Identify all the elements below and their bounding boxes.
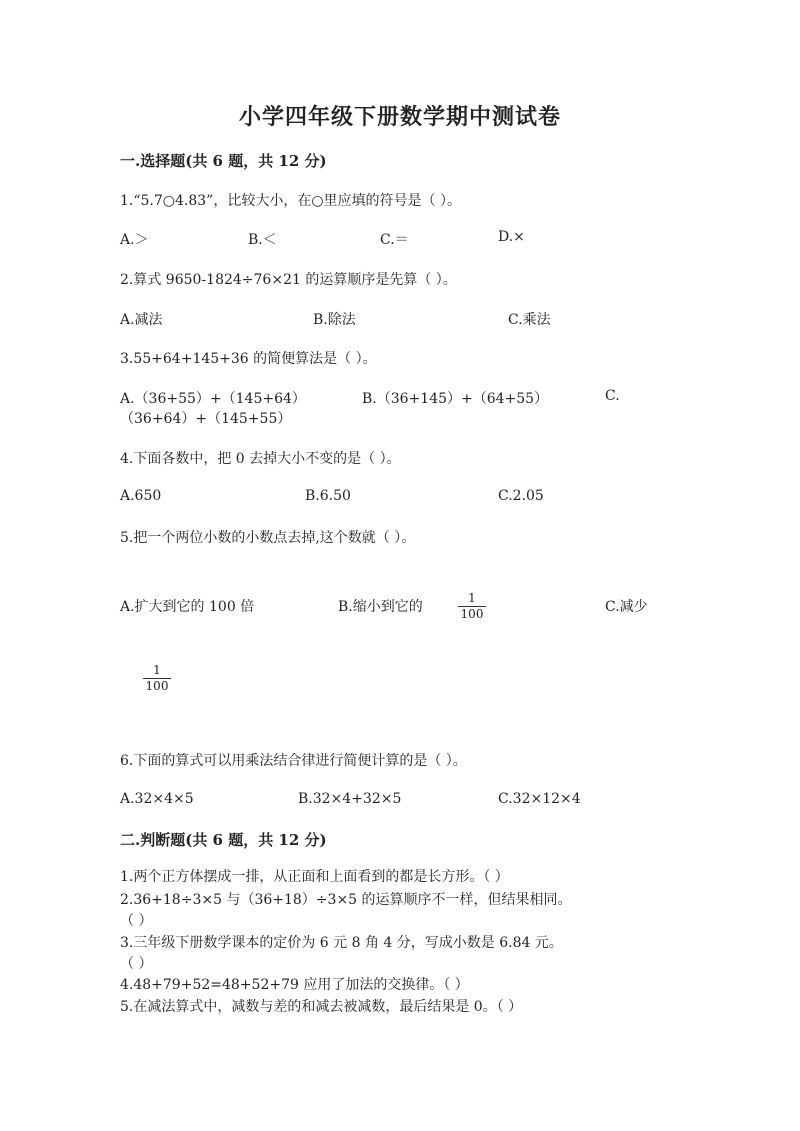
q1-option-b: B.＜ (248, 232, 277, 248)
page-title: 小学四年级下册数学期中测试卷 (238, 104, 561, 130)
fraction-denominator: 100 (460, 607, 484, 621)
question-3: 3.55+64+145+36 的简便算法是（ ）。 (120, 351, 377, 367)
judgment-item-2: 2.36+18÷3×5 与（36+18）÷3×5 的运算顺序不一样，但结果相同。 (120, 892, 572, 908)
judgment-item-3: 3.三年级下册数学课本的定价为 6 元 8 角 4 分，写成小数是 6.84 元。 (120, 935, 563, 951)
section-header-judgment: 二.判断题(共 6 题，共 12 分) (120, 831, 327, 849)
question-4: 4.下面各数中，把 0 去掉大小不变的是（ ）。 (120, 451, 401, 467)
judgment-item-1: 1.两个正方体摆成一排，从正面和上面看到的都是长方形。（ ） (120, 869, 509, 885)
q5-option-b-fraction (458, 592, 486, 621)
question-2: 2.算式 9650-1824÷76×21 的运算顺序是先算（ ）。 (120, 272, 457, 288)
q4-option-b: B.6.50 (305, 488, 351, 504)
q6-option-b: B.32×4+32×5 (298, 791, 402, 807)
fraction-numerator: 1 (153, 663, 161, 677)
q1-option-c: C.＝ (380, 232, 409, 248)
question-6: 6.下面的算式可以用乘法结合律进行简便计算的是（ ）。 (120, 753, 467, 769)
q2-option-a: A.减法 (120, 312, 163, 328)
judgment-item-2-bracket: （ ） (120, 913, 153, 929)
judgment-item-5: 5.在减法算式中，减数与差的和减去被减数，最后结果是 0。（ ） (120, 999, 523, 1015)
q1-option-d: D.× (498, 229, 525, 245)
section-header-choice: 一.选择题(共 6 题，共 12 分) (120, 152, 327, 170)
judgment-item-3-bracket: （ ） (120, 956, 153, 972)
q3-option-c: C. (605, 388, 620, 404)
q6-option-a: A.32×4×5 (120, 791, 194, 807)
question-5: 5.把一个两位小数的小数点去掉,这个数就（ ）。 (120, 530, 416, 546)
q6-option-c: C.32×12×4 (498, 791, 581, 807)
q1-option-a: A.＞ (120, 232, 149, 248)
q3-option-a: A.（36+55）+（145+64） (120, 391, 306, 407)
fraction-denominator: 100 (145, 679, 169, 693)
q2-option-b: B.除法 (313, 312, 356, 328)
q5-option-b: B.缩小到它的 (338, 599, 423, 615)
q5-option-c-fraction (143, 664, 171, 693)
question-1: 1.“5.7○4.83”，比较大小，在○里应填的符号是（ ）。 (120, 193, 461, 209)
q5-option-a: A.扩大到它的 100 倍 (120, 599, 255, 615)
fraction-numerator: 1 (468, 591, 476, 605)
q3-option-c-text: （36+64）+（145+55） (120, 411, 292, 427)
q5-option-c: C.减少 (605, 599, 648, 615)
judgment-item-4: 4.48+79+52=48+52+79 应用了加法的交换律。（ ） (120, 977, 469, 993)
q4-option-c: C.2.05 (498, 488, 544, 504)
q2-option-c: C.乘法 (508, 312, 551, 328)
q4-option-a: A.650 (120, 488, 162, 504)
q3-option-b: B.（36+145）+（64+55） (362, 391, 549, 407)
